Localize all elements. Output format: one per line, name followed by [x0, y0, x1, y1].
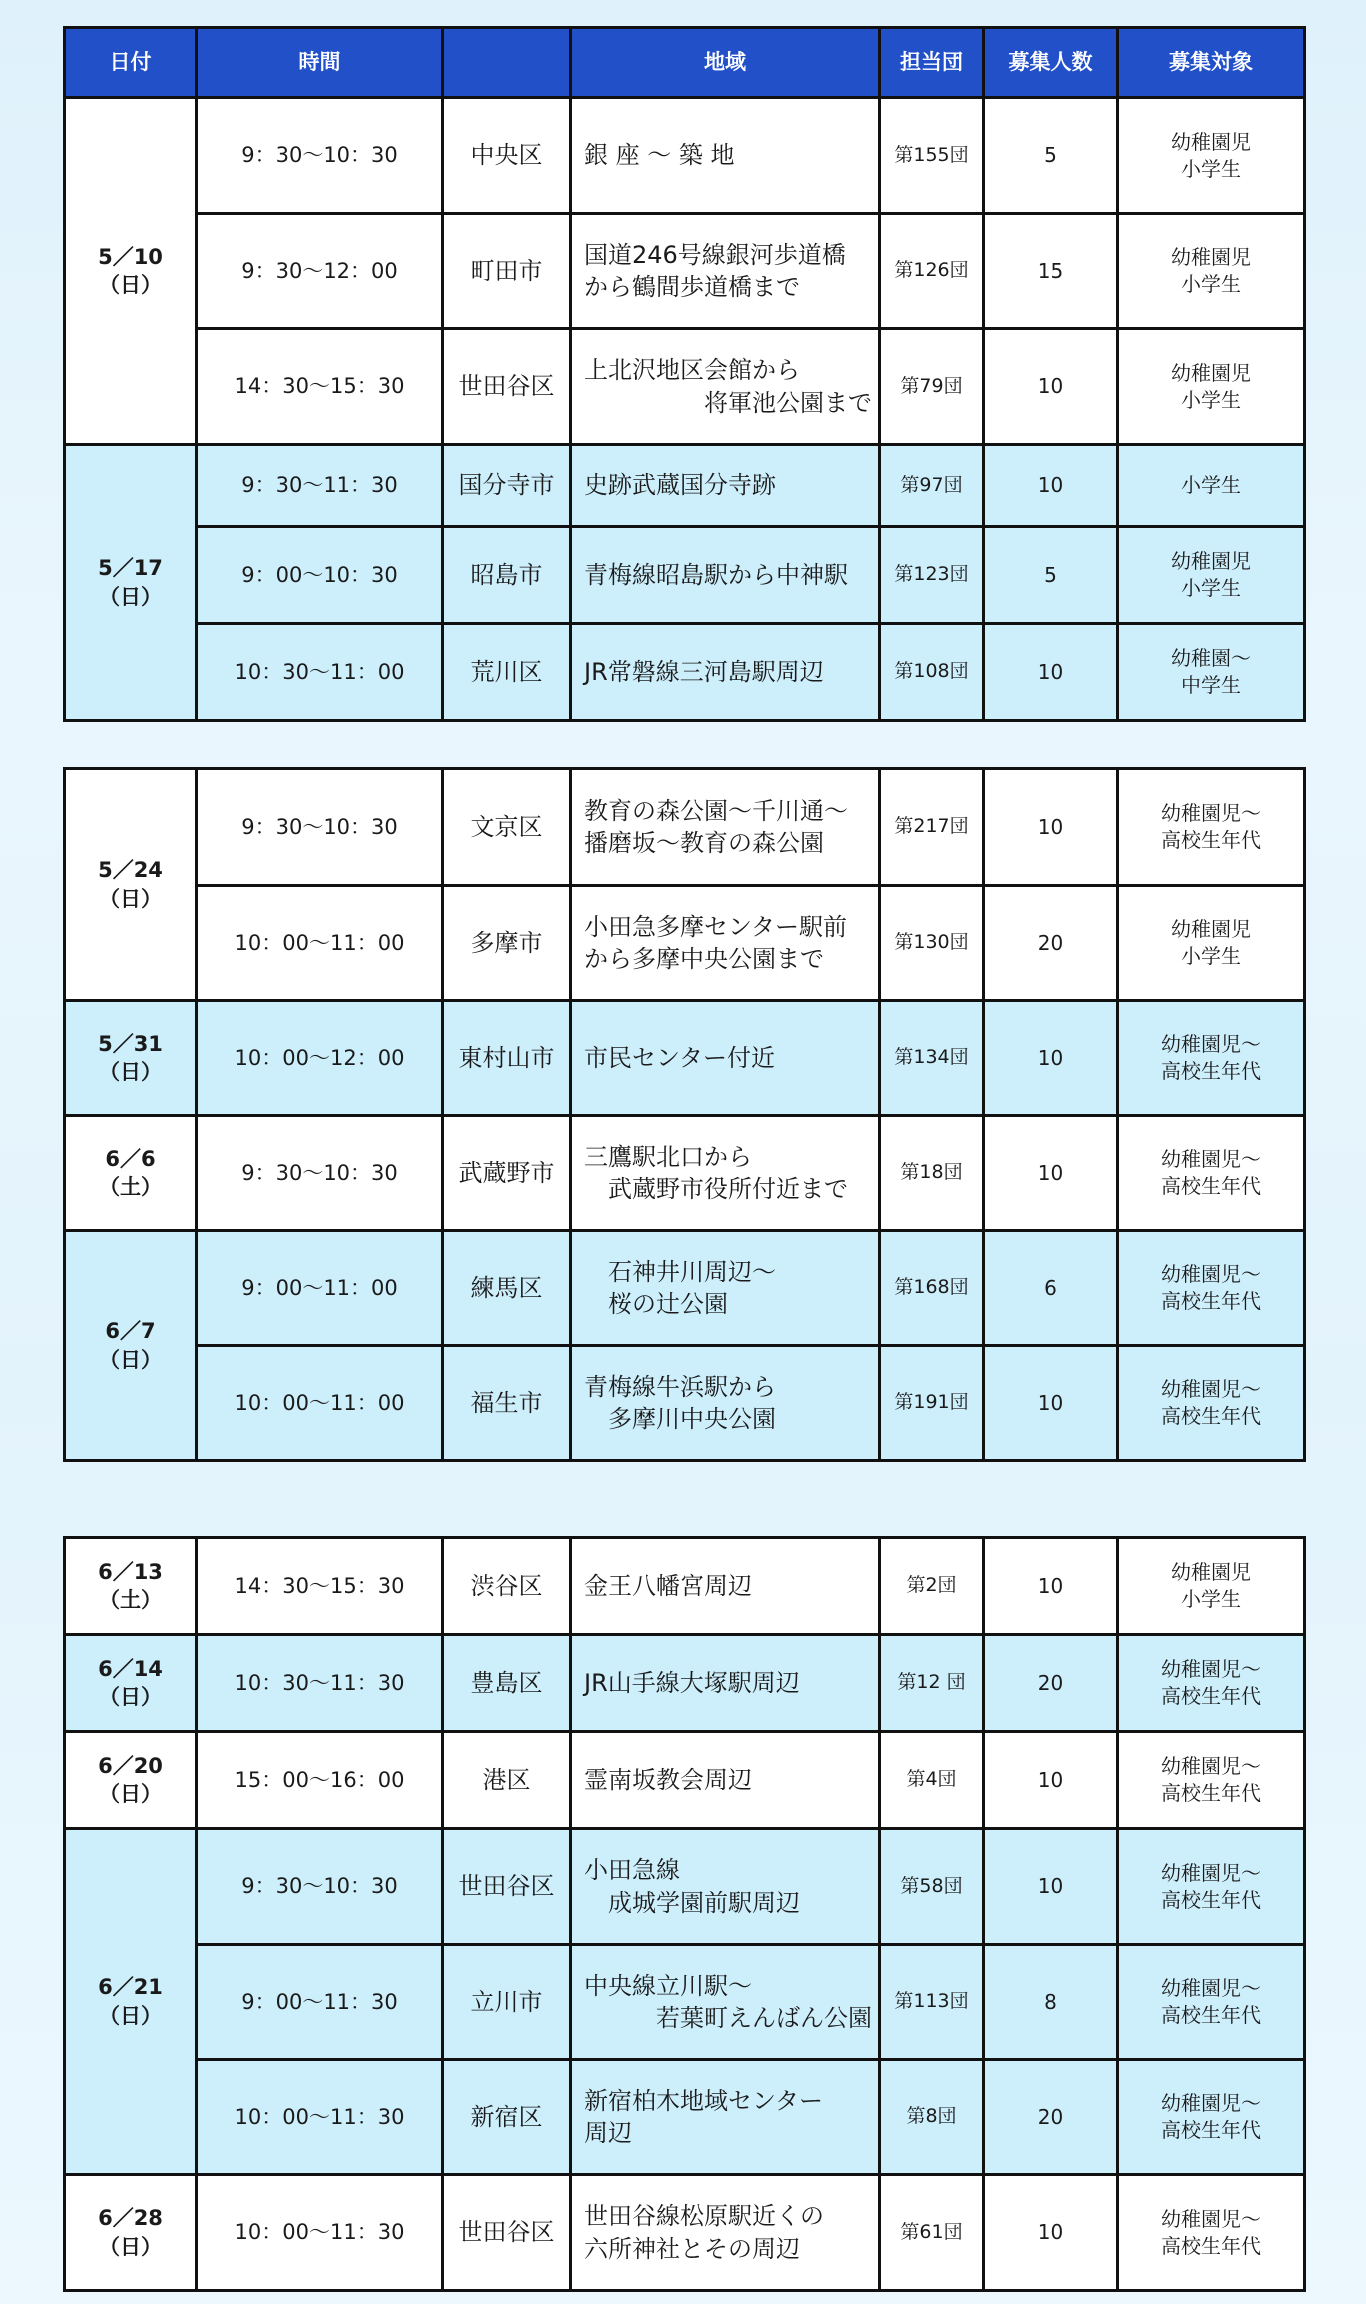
target-cell: 幼稚園児〜 高校生年代	[1118, 2060, 1305, 2175]
area-cell: 渋谷区	[443, 1538, 571, 1635]
count-cell: 10	[984, 1001, 1118, 1116]
table-row	[65, 2175, 1305, 2291]
count-cell: 15	[984, 214, 1118, 329]
count-cell: 10	[984, 624, 1118, 721]
header-team: 担当団	[880, 28, 984, 98]
count-cell: 8	[984, 1945, 1118, 2060]
area-cell: 多摩市	[443, 886, 571, 1001]
table-row	[65, 214, 1305, 329]
location-cell: JR常磐線三河島駅周辺	[571, 624, 880, 721]
target-cell: 幼稚園児〜 高校生年代	[1118, 769, 1305, 886]
target-cell: 小学生	[1118, 445, 1305, 527]
count-cell: 10	[984, 329, 1118, 445]
location-cell: 三鷹駅北口から 武蔵野市役所付近まで	[571, 1116, 880, 1231]
team-cell: 第126団	[880, 214, 984, 329]
location-cell: 小田急多摩センター駅前 から多摩中央公園まで	[571, 886, 880, 1001]
location-cell: 史跡武蔵国分寺跡	[571, 445, 880, 527]
date-cell: 5／24 （日）	[65, 769, 197, 1001]
location-cell: 青梅線昭島駅から中神駅	[571, 527, 880, 624]
table-row	[65, 769, 1305, 886]
team-cell: 第113団	[880, 1945, 984, 2060]
team-cell: 第61団	[880, 2175, 984, 2291]
date-cell: 6／7 （日）	[65, 1231, 197, 1461]
location-cell: JR山手線大塚駅周辺	[571, 1635, 880, 1732]
target-cell: 幼稚園児 小学生	[1118, 886, 1305, 1001]
time-cell: 9：30〜10：30	[197, 769, 443, 886]
area-cell: 町田市	[443, 214, 571, 329]
time-cell: 15：00〜16：00	[197, 1732, 443, 1829]
time-cell: 9：30〜12：00	[197, 214, 443, 329]
time-cell: 10：00〜11：00	[197, 1346, 443, 1461]
time-cell: 9：00〜11：30	[197, 1945, 443, 2060]
area-cell: 立川市	[443, 1945, 571, 2060]
team-cell: 第168団	[880, 1231, 984, 1346]
count-cell: 6	[984, 1231, 1118, 1346]
location-cell: 市民センター付近	[571, 1001, 880, 1116]
team-cell: 第134団	[880, 1001, 984, 1116]
area-cell: 練馬区	[443, 1231, 571, 1346]
header-time: 時間	[197, 28, 443, 98]
area-cell: 荒川区	[443, 624, 571, 721]
target-cell: 幼稚園児〜 高校生年代	[1118, 2175, 1305, 2291]
date-cell: 6／20 （日）	[65, 1732, 197, 1829]
count-cell: 10	[984, 769, 1118, 886]
team-cell: 第4団	[880, 1732, 984, 1829]
table-row	[65, 527, 1305, 624]
count-cell: 20	[984, 2060, 1118, 2175]
date-cell: 6／14 （日）	[65, 1635, 197, 1732]
header-date: 日付	[65, 28, 197, 98]
header-target: 募集対象	[1118, 28, 1305, 98]
location-cell: 世田谷線松原駅近くの 六所神社とその周辺	[571, 2175, 880, 2291]
team-cell: 第79団	[880, 329, 984, 445]
schedule-table-1	[63, 26, 1306, 722]
area-cell: 東村山市	[443, 1001, 571, 1116]
time-cell: 10：00〜12：00	[197, 1001, 443, 1116]
table-row	[65, 624, 1305, 721]
target-cell: 幼稚園児 小学生	[1118, 1538, 1305, 1635]
location-cell: 金王八幡宮周辺	[571, 1538, 880, 1635]
team-cell: 第2団	[880, 1538, 984, 1635]
date-cell: 5／31 （日）	[65, 1001, 197, 1116]
location-cell: 新宿柏木地域センター 周辺	[571, 2060, 880, 2175]
location-cell: 国道246号線銀河歩道橋 から鶴間歩道橋まで	[571, 214, 880, 329]
area-cell: 昭島市	[443, 527, 571, 624]
location-cell: 教育の森公園〜千川通〜 播磨坂〜教育の森公園	[571, 769, 880, 886]
team-cell: 第191団	[880, 1346, 984, 1461]
target-cell: 幼稚園児〜 高校生年代	[1118, 1732, 1305, 1829]
target-cell: 幼稚園児〜 高校生年代	[1118, 1346, 1305, 1461]
date-cell: 6／6 （土）	[65, 1116, 197, 1231]
schedule-table-3	[63, 1536, 1306, 2292]
count-cell: 5	[984, 98, 1118, 214]
time-cell: 14：30〜15：30	[197, 329, 443, 445]
location-cell: 小田急線 成城学園前駅周辺	[571, 1829, 880, 1945]
time-cell: 10：00〜11：00	[197, 886, 443, 1001]
count-cell: 10	[984, 1538, 1118, 1635]
table-row	[65, 329, 1305, 445]
time-cell: 10：00〜11：30	[197, 2060, 443, 2175]
table-row	[65, 98, 1305, 214]
team-cell: 第12 団	[880, 1635, 984, 1732]
date-cell: 6／21 （日）	[65, 1829, 197, 2175]
target-cell: 幼稚園児 小学生	[1118, 329, 1305, 445]
header-row	[65, 28, 1305, 98]
location-cell: 霊南坂教会周辺	[571, 1732, 880, 1829]
table-row	[65, 1732, 1305, 1829]
area-cell: 武蔵野市	[443, 1116, 571, 1231]
table-row	[65, 445, 1305, 527]
team-cell: 第217団	[880, 769, 984, 886]
table-row	[65, 1635, 1305, 1732]
count-cell: 10	[984, 1346, 1118, 1461]
count-cell: 20	[984, 886, 1118, 1001]
team-cell: 第58団	[880, 1829, 984, 1945]
table-row	[65, 1116, 1305, 1231]
location-cell: 青梅線牛浜駅から 多摩川中央公園	[571, 1346, 880, 1461]
area-cell: 世田谷区	[443, 329, 571, 445]
table-row	[65, 886, 1305, 1001]
location-cell: 上北沢地区会館から 将軍池公園まで	[571, 329, 880, 445]
time-cell: 10：30〜11：00	[197, 624, 443, 721]
location-cell: 銀 座 〜 築 地	[571, 98, 880, 214]
count-cell: 20	[984, 1635, 1118, 1732]
date-cell: 5／10 （日）	[65, 98, 197, 445]
target-cell: 幼稚園児〜 高校生年代	[1118, 1945, 1305, 2060]
target-cell: 幼稚園児〜 高校生年代	[1118, 1635, 1305, 1732]
target-cell: 幼稚園児 小学生	[1118, 214, 1305, 329]
time-cell: 9：30〜10：30	[197, 1116, 443, 1231]
count-cell: 10	[984, 1829, 1118, 1945]
time-cell: 9：30〜11：30	[197, 445, 443, 527]
date-cell: 5／17 （日）	[65, 445, 197, 721]
area-cell: 世田谷区	[443, 2175, 571, 2291]
area-cell: 豊島区	[443, 1635, 571, 1732]
time-cell: 9：30〜10：30	[197, 1829, 443, 1945]
team-cell: 第108団	[880, 624, 984, 721]
schedule-table-2	[63, 767, 1306, 1462]
area-cell: 福生市	[443, 1346, 571, 1461]
table-row	[65, 1001, 1305, 1116]
team-cell: 第18団	[880, 1116, 984, 1231]
count-cell: 5	[984, 527, 1118, 624]
table-row	[65, 1945, 1305, 2060]
table-row	[65, 1231, 1305, 1346]
target-cell: 幼稚園児〜 高校生年代	[1118, 1116, 1305, 1231]
count-cell: 10	[984, 1116, 1118, 1231]
team-cell: 第8団	[880, 2060, 984, 2175]
count-cell: 10	[984, 2175, 1118, 2291]
location-cell: 中央線立川駅〜 若葉町えんばん公園	[571, 1945, 880, 2060]
area-cell: 文京区	[443, 769, 571, 886]
date-cell: 6／13 （土）	[65, 1538, 197, 1635]
team-cell: 第97団	[880, 445, 984, 527]
header-location: 地域	[571, 28, 880, 98]
table-row	[65, 1829, 1305, 1945]
table-row	[65, 1538, 1305, 1635]
area-cell: 世田谷区	[443, 1829, 571, 1945]
count-cell: 10	[984, 1732, 1118, 1829]
time-cell: 10：00〜11：30	[197, 2175, 443, 2291]
time-cell: 9：00〜11：00	[197, 1231, 443, 1346]
target-cell: 幼稚園児〜 高校生年代	[1118, 1231, 1305, 1346]
area-cell: 新宿区	[443, 2060, 571, 2175]
time-cell: 10：30〜11：30	[197, 1635, 443, 1732]
header-count: 募集人数	[984, 28, 1118, 98]
target-cell: 幼稚園児〜 高校生年代	[1118, 1829, 1305, 1945]
date-cell: 6／28 （日）	[65, 2175, 197, 2291]
team-cell: 第155団	[880, 98, 984, 214]
target-cell: 幼稚園児〜 高校生年代	[1118, 1001, 1305, 1116]
time-cell: 14：30〜15：30	[197, 1538, 443, 1635]
area-cell: 中央区	[443, 98, 571, 214]
team-cell: 第130団	[880, 886, 984, 1001]
table-row	[65, 2060, 1305, 2175]
team-cell: 第123団	[880, 527, 984, 624]
time-cell: 9：30〜10：30	[197, 98, 443, 214]
table-row	[65, 1346, 1305, 1461]
area-cell: 港区	[443, 1732, 571, 1829]
count-cell: 10	[984, 445, 1118, 527]
area-cell: 国分寺市	[443, 445, 571, 527]
header-blank	[443, 28, 571, 98]
time-cell: 9：00〜10：30	[197, 527, 443, 624]
target-cell: 幼稚園児 小学生	[1118, 527, 1305, 624]
target-cell: 幼稚園〜 中学生	[1118, 624, 1305, 721]
target-cell: 幼稚園児 小学生	[1118, 98, 1305, 214]
location-cell: 石神井川周辺〜 桜の辻公園	[571, 1231, 880, 1346]
